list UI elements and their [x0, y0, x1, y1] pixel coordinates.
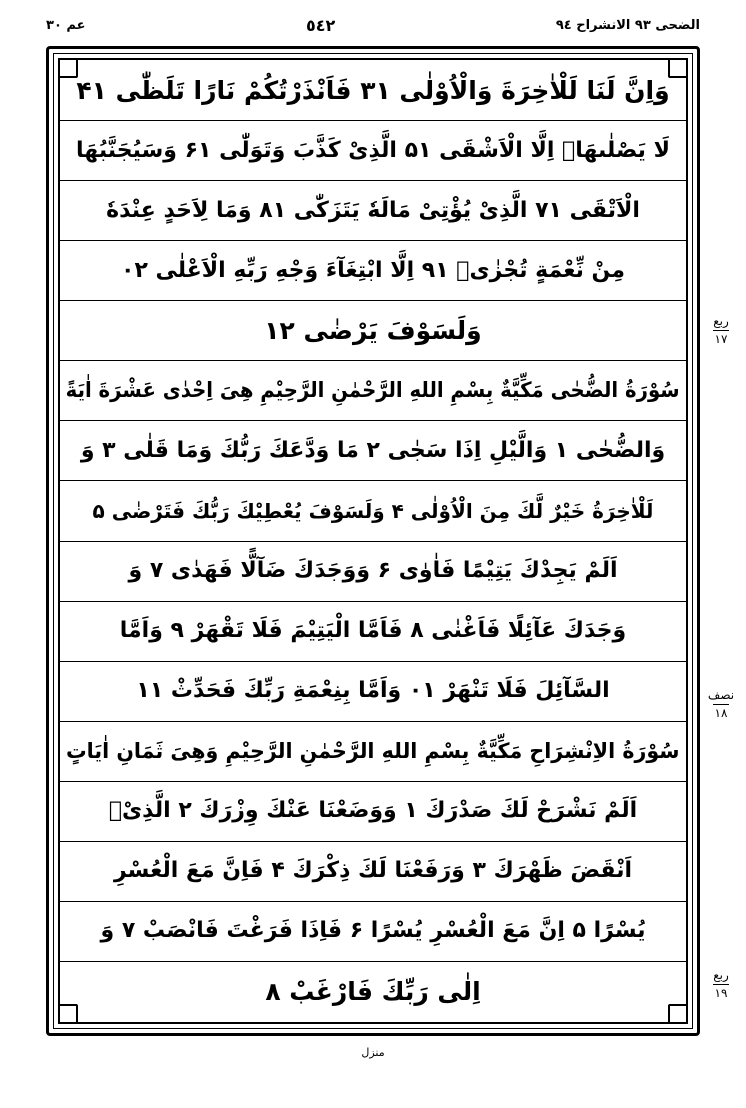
ayah-line-text: وَالضُّحٰى ۱ وَالَّيْلِ اِذَا سَجٰى ۲ مَا وَدَّعَكَ رَبُّكَ وَمَا قَلٰى ۳ وَ — [80, 437, 666, 463]
ayah-line-text: اَلَمْ نَشْرَحْ لَكَ صَدْرَكَ ۱ وَوَضَعْنَا عَنْكَ وِزْرَكَ ۲ الَّذِىْۤ — [108, 798, 638, 824]
ayah-line — [60, 421, 686, 481]
ayah-line — [60, 301, 686, 361]
ayah-line-text: اَلَمْ يَجِدْكَ يَتِيْمًا فَاٰوٰى ۶ وَوَجَدَكَ ضَآلًّا فَهَدٰى ۷ وَ — [128, 558, 618, 584]
page-footer — [0, 1046, 746, 1059]
ayah-line — [60, 181, 686, 241]
ayah-line-text: يُسْرًا ۵ اِنَّ مَعَ الْعُسْرِ يُسْرًا ۶ فَاِذَا فَرَغْتَ فَانْصَبْ ۷ وَ — [100, 918, 646, 944]
page-number: ٥٤٢ — [306, 15, 336, 35]
ayah-line — [60, 121, 686, 181]
ayah-line — [60, 61, 686, 121]
margin-marker-divider — [713, 704, 729, 705]
ayah-line-text: وَاِنَّ لَنَا لَلْاٰخِرَةَ وَالْاُوْلٰى ۱۳ فَاَنْذَرْتُكُمْ نَارًا تَلَظّٰى ۱۴ — [76, 76, 670, 106]
ayah-line — [60, 481, 686, 541]
surah-heading-line-ad-duha — [60, 361, 686, 421]
margin-marker-top-label: ربع — [713, 314, 729, 328]
margin-marker-bottom-label: ١٨ — [714, 706, 728, 720]
ayah-line — [60, 602, 686, 662]
ayah-line-text: السَّآئِلَ فَلَا تَنْهَرْ ۱۰ وَاَمَّا بِنِعْمَةِ رَبِّكَ فَحَدِّثْ ۱۱ — [136, 678, 610, 704]
ayah-lines-container — [60, 61, 686, 1021]
ayah-line-text: وَجَدَكَ عَآئِلًا فَاَغْنٰى ۸ فَاَمَّا الْيَتِيْمَ فَلَا تَقْهَرْ ۹ وَاَمَّا — [119, 618, 627, 644]
margin-marker-bottom-label: ١٧ — [714, 332, 728, 346]
margin-marker — [704, 688, 738, 721]
ayah-line-text: لَا يَصْلٰىهَاۤ اِلَّا الْاَشْقَى ۱۵ الَّذِىْ كَذَّبَ وَتَوَلّٰى ۱۶ وَسَيُجَنَّبُهَا — [76, 137, 670, 163]
page-header — [46, 14, 700, 36]
ayah-line — [60, 241, 686, 301]
ayah-line — [60, 542, 686, 602]
ayah-line-text: لَلْاٰخِرَةُ خَيْرٌ لَّكَ مِنَ الْاُوْلٰى ۴ وَلَسَوْفَ يُعْطِيْكَ رَبُّكَ فَتَرْضٰى ۵ — [92, 498, 654, 523]
ayah-line-text: مِنْ نِّعْمَةٍ تُجْزٰىۤ ۱۹ اِلَّا ابْتِغَآءَ وَجْهِ رَبِّهِ الْاَعْلٰى ۲۰ — [121, 257, 625, 283]
ayah-line-text: اِلٰى رَبِّكَ فَارْغَبْ ۸ — [265, 976, 481, 1006]
header-surah-names: الضحى ٩٣ الانشراح ٩٤ — [555, 17, 700, 33]
margin-markers — [702, 46, 740, 1036]
surah-heading-text: سُوْرَةُ الضُّحٰى مَكِّيَّةٌ بِسْمِ اللهِ الرَّحْمٰنِ الرَّحِيْمِ هِىَ اِحْدٰى عَشْرَةَ اٰيَةً — [65, 378, 680, 403]
margin-marker-divider — [713, 984, 729, 985]
ayah-line-text: الْاَتْقَى ۱۷ الَّذِىْ يُؤْتِىْ مَالَهٗ يَتَزَكّٰى ۱۸ وَمَا لِاَحَدٍ عِنْدَهٗ — [106, 197, 640, 223]
margin-marker — [704, 968, 738, 1001]
surah-heading-text: سُوْرَةُ الاِنْشِرَاحِ مَكِّيَّةٌ بِسْمِ اللهِ الرَّحْمٰنِ الرَّحِيْمِ وَهِىَ ثَمَانِ اٰيَاتٍ — [66, 738, 680, 763]
margin-marker-bottom-label: ١٩ — [714, 986, 728, 1000]
ayah-line — [60, 842, 686, 902]
footer-note: منزل — [361, 1046, 385, 1059]
ayah-line — [60, 902, 686, 962]
ayah-line — [60, 782, 686, 842]
ayah-line — [60, 662, 686, 722]
header-juz-label: عم ٣٠ — [46, 17, 86, 33]
margin-marker — [704, 314, 738, 347]
margin-marker-top-label: نصف — [707, 688, 735, 702]
margin-marker-divider — [713, 330, 729, 331]
ayah-line — [60, 962, 686, 1021]
ayah-line-text: اَنْقَضَ ظَهْرَكَ ۳ وَرَفَعْنَا لَكَ ذِكْرَكَ ۴ فَاِنَّ مَعَ الْعُسْرِ — [114, 858, 632, 884]
ayah-line-text: وَلَسَوْفَ يَرْضٰى ۲۱ — [264, 316, 482, 346]
margin-marker-top-label: ربع — [713, 968, 729, 982]
surah-heading-line-ash-sharh — [60, 722, 686, 782]
